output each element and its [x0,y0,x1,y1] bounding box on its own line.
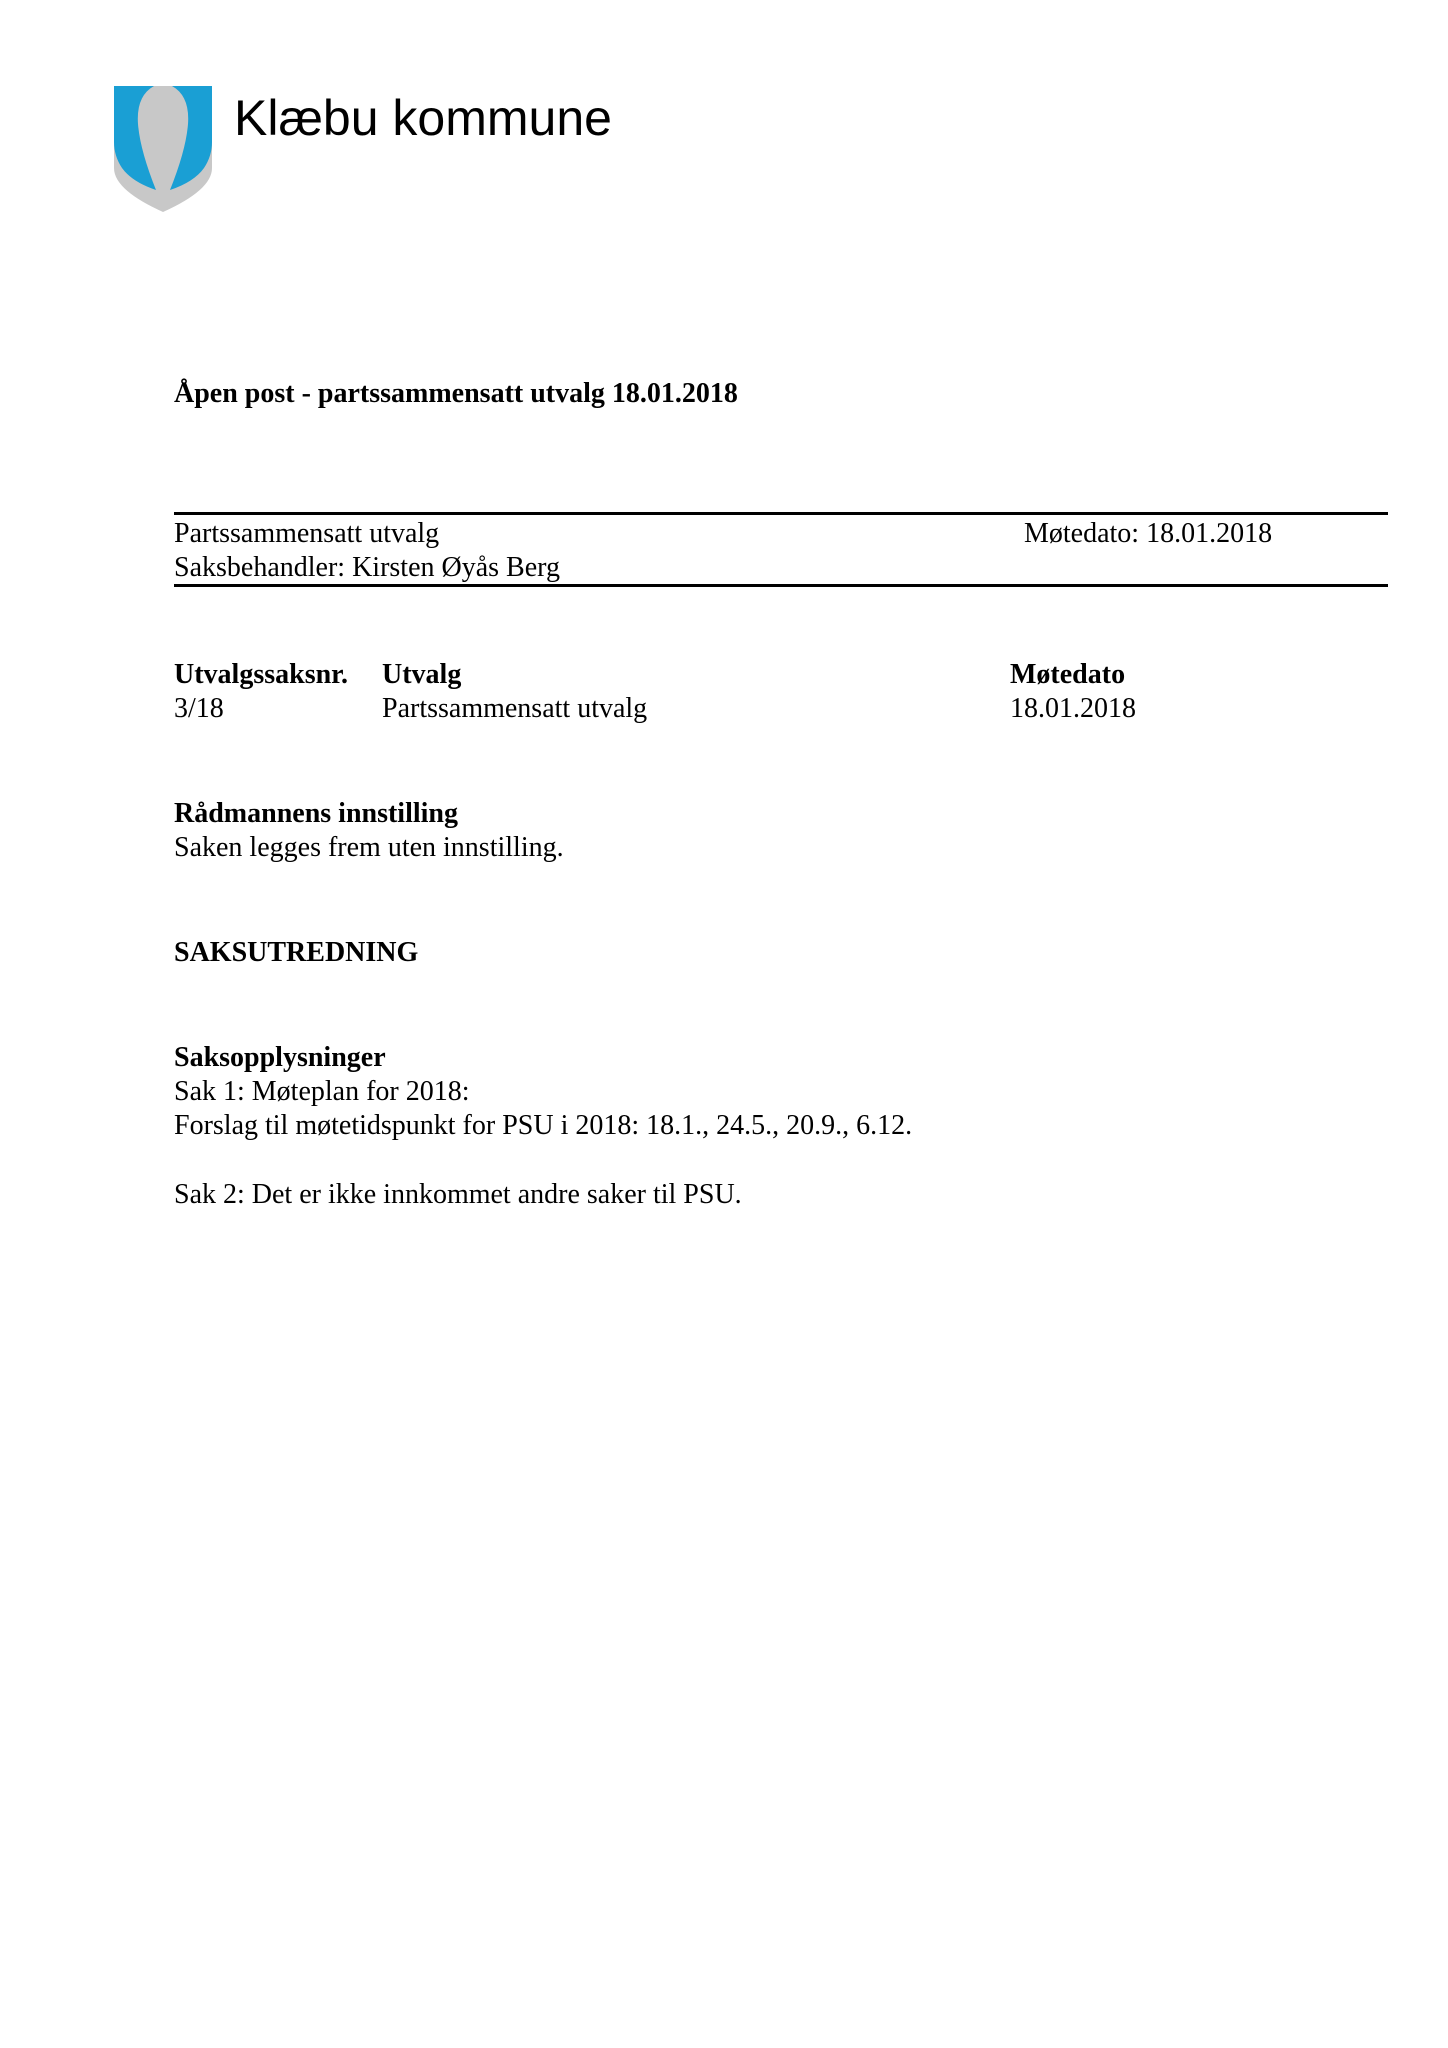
page-title: Åpen post - partssammensatt utvalg 18.01.2018 [174,378,738,409]
report-heading: SAKSUTREDNING [174,937,419,968]
committee-name: Partssammensatt utvalg [174,518,440,549]
case-officer: Saksbehandler: Kirsten Øyås Berg [174,552,560,583]
recommendation-text: Saken legges frem uten innstilling. [174,832,564,863]
case-info-line: Forslag til møtetidspunkt for PSU i 2018: 18.1., 24.5., 20.9., 6.12. [174,1110,913,1141]
table-header-case-number: Utvalgssaksnr. [174,659,349,690]
table-cell-case-number: 3/18 [174,693,224,724]
case-info-line: Sak 2: Det er ikke innkommet andre saker til PSU. [174,1179,742,1210]
table-cell-committee: Partssammensatt utvalg [382,693,648,724]
meeting-date: Møtedato: 18.01.2018 [1024,518,1273,549]
table-header-meeting-date: Møtedato [1010,659,1126,690]
case-info-line: Sak 1: Møteplan for 2018: [174,1076,470,1107]
case-info-heading: Saksopplysninger [174,1042,386,1073]
divider-bottom [174,584,1388,587]
table-header-committee: Utvalg [382,659,462,690]
divider-top [174,512,1388,515]
table-cell-meeting-date: 18.01.2018 [1010,693,1136,724]
coat-of-arms-icon [110,86,216,212]
recommendation-heading: Rådmannens innstilling [174,798,458,829]
municipality-name: Klæbu kommune [234,90,612,146]
